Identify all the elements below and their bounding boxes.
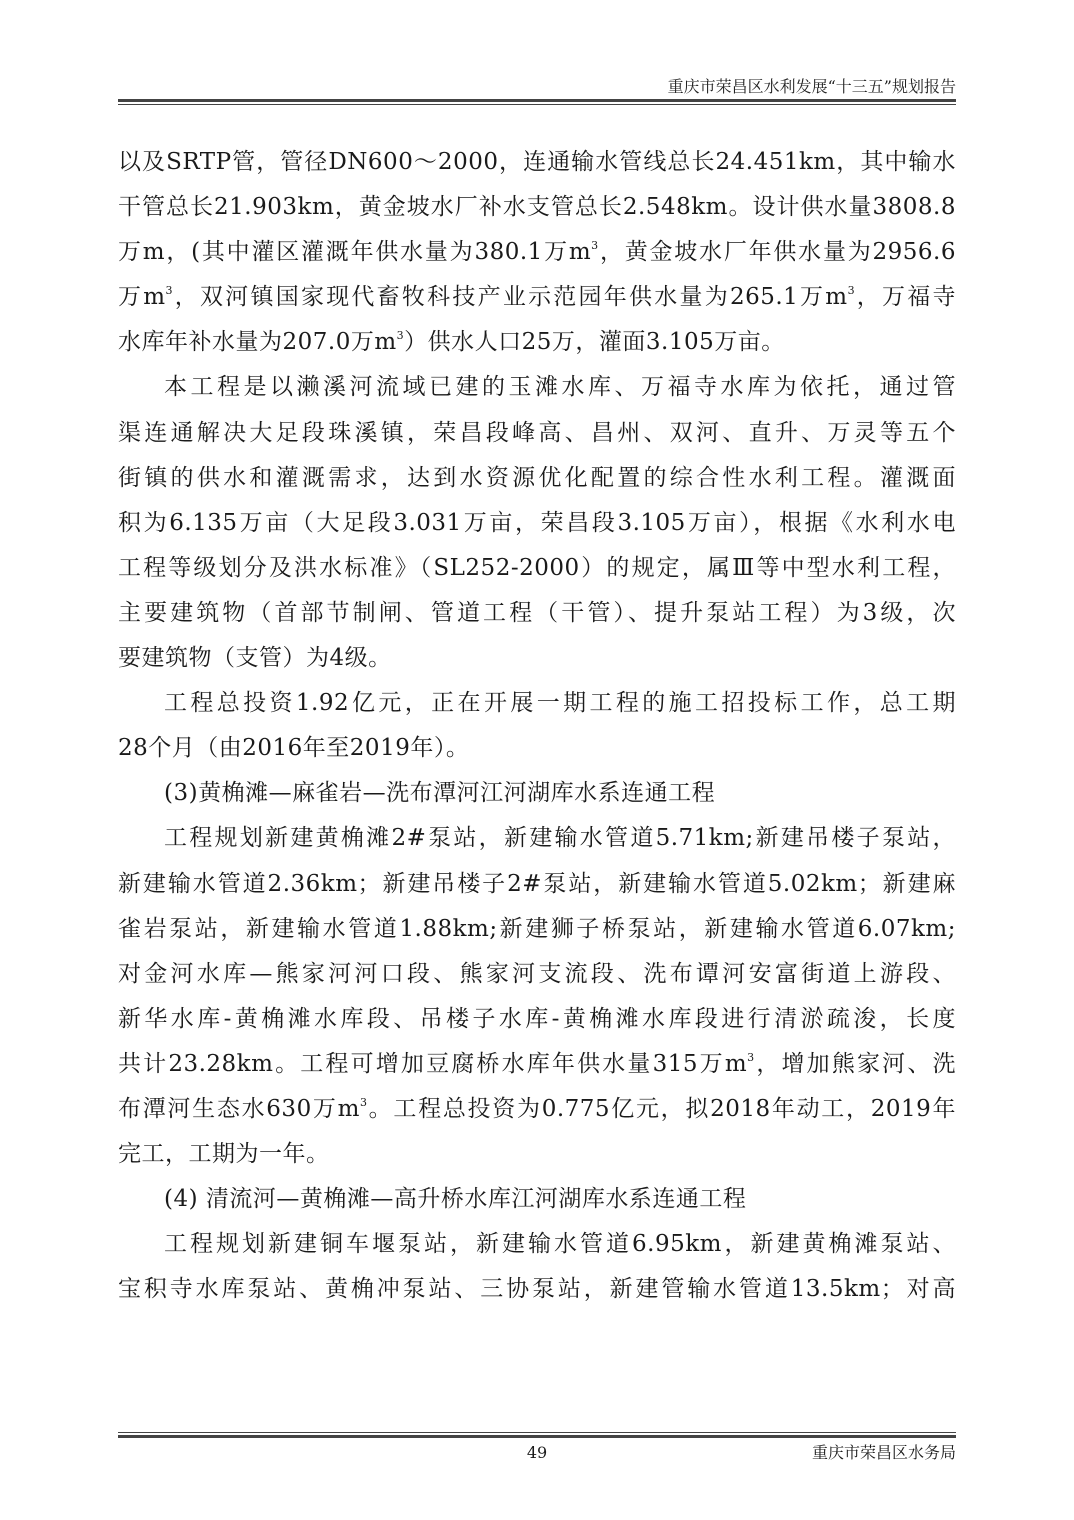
text-line: 完工，工期为一年。 <box>118 1141 330 1168</box>
document-body <box>118 140 956 1312</box>
text-line: 主要建筑物（首部节制闸、管道工程（干管）、提升泵站工程）为3级，次 <box>118 599 956 626</box>
section-heading-4 <box>118 1177 956 1222</box>
superscript: 3 <box>359 1095 368 1109</box>
paragraph-2 <box>118 365 956 681</box>
text-line: 以及SRTP管，管径DN600～2000，连通输水管线总长24.451km，其中输水 <box>118 149 956 175</box>
text-line: 对金河水库—熊家河河口段、熊家河支流段、洗布谭河安富街道上游段、 <box>118 960 956 987</box>
text-line: 工程总投资1.92亿元，正在开展一期工程的施工招投标工作，总工期 <box>164 690 956 717</box>
page-header <box>118 76 956 98</box>
text-line: 28个月（由2016年至2019年）。 <box>118 735 470 762</box>
header-divider <box>118 99 956 105</box>
footer-organization: 重庆市荣昌区水务局 <box>811 1443 956 1462</box>
footer-divider <box>118 1432 956 1438</box>
text-line: 积为6.135万亩（大足段3.031万亩，荣昌段3.105万亩），根据《水利水电 <box>118 509 956 536</box>
text-line: 工程等级划分及洪水标准》（SL252-2000）的规定，属Ⅲ等中型水利工程， <box>118 554 956 581</box>
text-line: 共计23.28km。工程可增加豆腐桥水库年供水量315万$m^3$，增加熊家河、洗 <box>118 1050 956 1077</box>
text-line: 工程规划新建铜车堰泵站，新建输水管道6.95km，新建黄桷滩泵站、 <box>164 1231 956 1258</box>
paragraph-1 <box>118 140 956 365</box>
text-line: 雀岩泵站，新建输水管道1.88km;新建狮子桥泵站，新建输水管道6.07km; <box>118 915 956 942</box>
text-line: 街镇的供水和灌溉需求，达到水资源优化配置的综合性水利工程。灌溉面 <box>118 464 956 491</box>
text-line: 万m，(其中灌区灌溉年供水量为380.1万$m^3$，黄金坡水厂年供水量为2956.6 <box>118 239 956 266</box>
superscript: 3 <box>747 1050 755 1064</box>
text-line: 万$m^3$，双河镇国家现代畜牧科技产业示范园年供水量为265.1万$m^3$，万福寺 <box>118 284 956 311</box>
paragraph-5 <box>118 1222 956 1312</box>
text-line: 新建输水管道2.36km；新建吊楼子2#泵站，新建输水管道5.02km；新建麻 <box>118 870 956 897</box>
superscript: 3 <box>396 329 405 343</box>
section-heading: (3)黄桷滩—麻雀岩—洗布潭河江河湖库水系连通工程 <box>164 780 716 807</box>
text-line: 渠连通解决大足段珠溪镇，荣昌段峰高、昌州、双河、直升、万灵等五个 <box>118 419 956 446</box>
paragraph-4 <box>118 816 956 1177</box>
text-line: 水库年补水量为207.0万$m^3$）供水人口25万，灌面3.105万亩。 <box>118 329 785 356</box>
header-title: 重庆市荣昌区水利发展“十三五”规划报告 <box>667 77 956 96</box>
text-line: 干管总长21.903km，黄金坡水厂补水支管总长2.548km。设计供水量3808.8 <box>118 194 956 221</box>
superscript: 3 <box>591 239 599 253</box>
text-line: 布潭河生态水630万$m^3$。工程总投资为0.775亿元，拟2018年动工，2019年 <box>118 1095 956 1122</box>
paragraph-3 <box>118 681 956 771</box>
superscript: 3 <box>165 284 174 298</box>
page-number: 49 <box>526 1443 548 1462</box>
section-heading-3 <box>118 771 956 816</box>
text-line: 宝积寺水库泵站、黄桷冲泵站、三协泵站，新建管输水管道13.5km；对高 <box>118 1276 956 1303</box>
text-line: 新华水库-黄桷滩水库段、吊楼子水库-黄桷滩水库段进行清淤疏浚，长度 <box>118 1005 956 1032</box>
text-line: 要建筑物（支管）为4级。 <box>118 645 392 672</box>
text-line: 本工程是以濑溪河流域已建的玉滩水库、万福寺水库为依托，通过管 <box>164 374 956 401</box>
superscript: 3 <box>847 284 856 298</box>
text-line: 工程规划新建黄桷滩2#泵站，新建输水管道5.71km;新建吊楼子泵站， <box>164 825 956 852</box>
section-heading: (4) 清流河—黄桷滩—高升桥水库江河湖库水系连通工程 <box>164 1186 747 1213</box>
